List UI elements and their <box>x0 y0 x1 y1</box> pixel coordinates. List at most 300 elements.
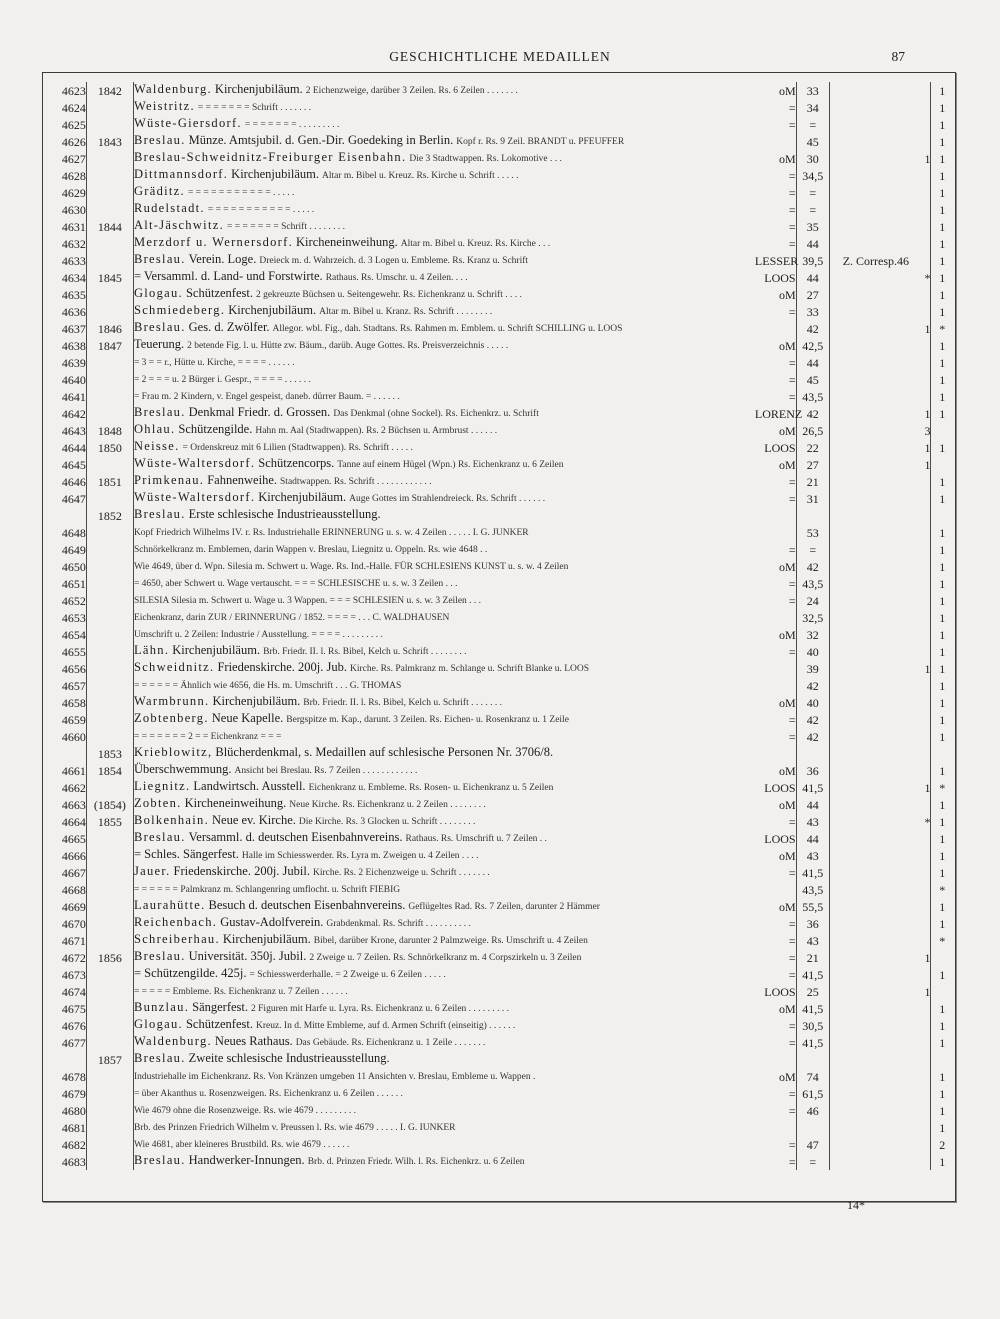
size-cell: 53 <box>796 524 829 541</box>
count-col-2: 1 <box>939 798 946 812</box>
count-col-2: 1 <box>939 1087 946 1101</box>
year-cell <box>86 847 133 864</box>
count-col-1 <box>909 133 931 150</box>
note-cell <box>829 439 909 456</box>
year-cell: 1855 <box>86 813 133 830</box>
count-col-1 <box>909 252 931 269</box>
ledger-row <box>43 1085 953 1102</box>
count-col-1 <box>909 762 931 779</box>
catalog-number: 4634 <box>43 269 86 286</box>
medal-detail: Eichenkranz, darin ZUR / ERINNERUNG / 1852. = = = = . . . C. WALDHAUSEN <box>133 613 450 623</box>
count-col-1 <box>909 82 931 99</box>
count-col-2: 1 <box>939 407 946 421</box>
count-col-1: * <box>909 269 931 286</box>
description-cell <box>133 983 754 1000</box>
maker-cell: LOOS <box>764 832 796 846</box>
maker-cell: = <box>788 390 796 404</box>
medal-title: Denkmal Friedr. d. Grossen. <box>188 405 331 419</box>
maker-cell: = <box>788 968 796 982</box>
maker-cell <box>755 660 796 677</box>
medal-detail: Altar m. Bibel u. Kreuz. Rs. Kirche u. Schrift . . . . . <box>322 171 519 181</box>
medal-detail: = = = = = = = Schrift . . . . . . . <box>197 103 312 113</box>
size-cell: 42 <box>796 558 829 575</box>
ledger-row <box>43 694 953 711</box>
year-cell <box>86 354 133 371</box>
size-cell: 40 <box>796 643 829 660</box>
note-cell <box>829 711 909 728</box>
medal-detail: Die Kirche. Rs. 3 Glocken u. Schrift . . . . . . . . <box>298 817 476 827</box>
year-cell <box>86 609 133 626</box>
maker-cell: = <box>788 203 796 217</box>
count-col-1 <box>909 626 931 643</box>
year-cell: 1847 <box>86 337 133 354</box>
year-cell <box>86 677 133 694</box>
ledger-row <box>43 915 953 932</box>
medal-detail: Altar m. Bibel u. Kranz. Rs. Schrift . . . . . . . . <box>319 307 493 317</box>
year-cell <box>86 1136 133 1153</box>
maker-cell: = <box>788 220 796 234</box>
note-cell <box>829 609 909 626</box>
medal-detail: Schnörkelkranz m. Emblemen, darin Wappen v. Breslau, Liegnitz u. Oppeln. Rs. wie 4648 . . <box>133 545 488 555</box>
description-cell <box>133 150 754 167</box>
year-cell <box>86 1153 133 1170</box>
medal-title: Sängerfest. <box>192 1000 249 1014</box>
medal-detail: Auge Gottes im Strahlendreieck. Rs. Schrift . . . . . . <box>349 494 546 504</box>
count-col-1 <box>909 728 931 745</box>
ledger-row <box>43 830 953 847</box>
note-cell <box>829 898 909 915</box>
ledger-row <box>43 439 953 456</box>
medal-detail: Altar m. Bibel u. Kreuz. Rs. Kirche . . . <box>400 239 551 249</box>
count-col-2: 1 <box>939 1121 946 1135</box>
description-cell <box>133 337 754 354</box>
medal-detail: Rathaus. Rs. Umschrift u. 7 Zeilen . . <box>405 834 547 844</box>
medal-title: Münze. Amtsjubil. d. Gen.-Dir. Goedeking in Berlin. <box>188 133 454 147</box>
ledger-row <box>43 1034 953 1051</box>
ledger-row <box>43 82 953 99</box>
size-cell: 34 <box>796 99 829 116</box>
ledger-row <box>43 337 953 354</box>
year-cell: 1848 <box>86 422 133 439</box>
size-cell: 33 <box>796 82 829 99</box>
note-cell <box>829 456 909 473</box>
description-cell <box>133 490 754 507</box>
count-col-1 <box>909 1068 931 1085</box>
description-cell <box>133 371 754 388</box>
count-col-2: 1 <box>939 135 946 149</box>
place-name: Breslau. <box>133 133 186 147</box>
description-cell <box>133 99 754 116</box>
year-cell <box>86 524 133 541</box>
medal-detail: Umschrift u. 2 Zeilen: Industrie / Ausstellung. = = = = . . . . . . . . . <box>133 630 383 640</box>
year-cell <box>86 694 133 711</box>
note-cell <box>829 371 909 388</box>
year-cell <box>86 1102 133 1119</box>
year-cell: 1845 <box>86 269 133 286</box>
catalog-number: 4678 <box>43 1068 86 1085</box>
medal-detail: Wie 4679 ohne die Rosenzweige. Rs. wie 4679 . . . . . . . . . <box>133 1106 356 1116</box>
medal-detail: Eichenkranz u. Embleme. Rs. Rosen- u. Eichenkranz u. 5 Zeilen <box>308 783 554 793</box>
note-cell <box>829 983 909 1000</box>
size-cell: 42 <box>796 405 829 422</box>
ledger-row <box>43 1068 953 1085</box>
medal-title: Verein. Loge. <box>188 252 257 266</box>
note-cell <box>829 1000 909 1017</box>
count-col-2: 2 <box>939 1138 946 1152</box>
medal-detail: = 4650, aber Schwert u. Wage vertauscht. = = = SCHLESISCHE u. s. w. 3 Zeilen . . . <box>133 579 458 589</box>
maker-cell: = <box>788 305 796 319</box>
size-cell: 42 <box>796 711 829 728</box>
note-cell <box>829 116 909 133</box>
description-cell <box>133 626 754 643</box>
maker-cell: oM <box>778 696 796 710</box>
maker-cell <box>755 507 796 524</box>
count-col-2: * <box>939 883 946 897</box>
note-cell <box>829 167 909 184</box>
size-cell: 42,5 <box>796 337 829 354</box>
year-cell <box>86 252 133 269</box>
medal-title: Fahnenweihe. <box>207 473 278 487</box>
count-col-2: 1 <box>939 645 946 659</box>
medal-detail: Brb. Friedr. II. l. Rs. Bibel, Kelch u. Schrift . . . . . . . <box>303 698 502 708</box>
description-cell <box>133 762 754 779</box>
size-cell <box>796 507 829 524</box>
note-cell <box>829 745 909 762</box>
medal-detail: Die 3 Stadtwappen. Rs. Lokomotive . . . <box>409 154 562 164</box>
year-cell <box>86 150 133 167</box>
note-cell <box>829 337 909 354</box>
description-cell <box>133 966 754 983</box>
medal-title: Kirchenjubiläum. <box>222 932 311 946</box>
place-name: Dittmannsdorf. <box>133 167 229 181</box>
note-cell <box>829 388 909 405</box>
count-col-2: 1 <box>939 1070 946 1084</box>
ledger-row <box>43 252 953 269</box>
medal-title: Kirchenjubiläum. <box>231 167 319 181</box>
count-col-1 <box>909 167 931 184</box>
year-cell <box>86 643 133 660</box>
size-cell: 43,5 <box>796 388 829 405</box>
year-cell <box>86 1034 133 1051</box>
place-name: Wüste-Giersdorf. <box>133 116 242 130</box>
size-cell: 41,5 <box>796 966 829 983</box>
ledger-row <box>43 371 953 388</box>
medal-detail: = 2 = = = u. 2 Bürger i. Gespr., = = = = . . . . . . <box>133 375 311 385</box>
maker-cell: oM <box>778 152 796 166</box>
ledger-row <box>43 626 953 643</box>
year-cell <box>86 116 133 133</box>
count-col-2: 1 <box>939 611 946 625</box>
ledger-row <box>43 1017 953 1034</box>
size-cell: 44 <box>796 796 829 813</box>
catalog-number: 4666 <box>43 847 86 864</box>
description-cell <box>133 813 754 830</box>
description-cell <box>133 1136 754 1153</box>
catalog-number: 4660 <box>43 728 86 745</box>
count-col-2: 1 <box>939 1019 946 1033</box>
count-col-2: 1 <box>939 730 946 744</box>
medal-title: Landwirtsch. Ausstell. <box>193 779 306 793</box>
count-col-2: 1 <box>939 968 946 982</box>
description-cell <box>133 1051 754 1068</box>
count-col-1 <box>909 388 931 405</box>
ledger-row <box>43 507 953 524</box>
ledger-row <box>43 864 953 881</box>
medal-title: Kirchenjubiläum. <box>258 490 347 504</box>
description-cell <box>133 1119 754 1136</box>
catalog-number: 4655 <box>43 643 86 660</box>
note-cell <box>829 422 909 439</box>
year-cell <box>86 1068 133 1085</box>
size-cell: 74 <box>796 1068 829 1085</box>
year-cell: 1854 <box>86 762 133 779</box>
year-cell <box>86 235 133 252</box>
count-col-1 <box>909 1034 931 1051</box>
ledger-row <box>43 133 953 150</box>
count-col-2: * <box>939 781 946 795</box>
catalog-number: 4668 <box>43 881 86 898</box>
year-cell <box>86 966 133 983</box>
place-name: Schmiedeberg. <box>133 303 226 317</box>
catalog-number: 4664 <box>43 813 86 830</box>
place-name: Reichenbach. <box>133 915 218 929</box>
count-col-2: 1 <box>939 152 946 166</box>
medal-detail: = Frau m. 2 Kindern, v. Engel gespeist, daneb. dürrer Baum. = . . . . . . <box>133 392 400 402</box>
catalog-number: 4679 <box>43 1085 86 1102</box>
count-col-1: 1 <box>909 660 931 677</box>
year-cell <box>86 1085 133 1102</box>
maker-cell: = <box>788 237 796 251</box>
count-col-1 <box>909 898 931 915</box>
place-name: Breslau. <box>133 405 186 419</box>
note-cell <box>829 490 909 507</box>
maker-cell: oM <box>778 424 796 438</box>
year-cell <box>86 881 133 898</box>
size-cell: 26,5 <box>796 422 829 439</box>
catalog-number: 4677 <box>43 1034 86 1051</box>
medal-detail: = = = = = = = Schrift . . . . . . . . <box>227 222 345 232</box>
catalog-number: 4648 <box>43 524 86 541</box>
count-col-1 <box>909 864 931 881</box>
description-cell <box>133 269 754 286</box>
count-col-1: 1 <box>909 983 931 1000</box>
ledger-row <box>43 422 953 439</box>
description-cell <box>133 1068 754 1085</box>
count-col-2 <box>931 456 953 473</box>
count-col-1 <box>909 745 931 762</box>
ledger-row <box>43 728 953 745</box>
count-col-1 <box>909 218 931 235</box>
ledger-row <box>43 983 953 1000</box>
count-col-2: 1 <box>939 373 946 387</box>
note-cell <box>829 286 909 303</box>
place-name: Ohlau. <box>133 422 176 436</box>
note-cell <box>829 932 909 949</box>
count-col-2: 1 <box>939 305 946 319</box>
maker-cell: = <box>788 934 796 948</box>
note-cell <box>829 830 909 847</box>
medal-title: Neue Kapelle. <box>211 711 284 725</box>
catalog-number: 4653 <box>43 609 86 626</box>
count-col-2: 1 <box>939 577 946 591</box>
catalog-number: 4626 <box>43 133 86 150</box>
place-name: Bunzlau. <box>133 1000 190 1014</box>
year-cell <box>86 932 133 949</box>
count-col-1 <box>909 847 931 864</box>
medal-detail: Ansicht bei Breslau. Rs. 7 Zeilen . . . . . . . . . . . . <box>234 766 418 776</box>
place-name: Breslau. <box>133 320 186 334</box>
ledger-row <box>43 354 953 371</box>
place-name: Breslau. <box>133 949 186 963</box>
year-cell <box>86 898 133 915</box>
ledger-row <box>43 1153 953 1170</box>
description-cell <box>133 915 754 932</box>
size-cell: 41,5 <box>796 1000 829 1017</box>
maker-cell <box>755 1119 796 1136</box>
size-cell: 44 <box>796 235 829 252</box>
catalog-number: 4672 <box>43 949 86 966</box>
year-cell <box>86 1000 133 1017</box>
description-cell <box>133 1153 754 1170</box>
count-col-1 <box>909 558 931 575</box>
maker-cell: LOOS <box>764 271 796 285</box>
description-cell <box>133 456 754 473</box>
maker-cell: = <box>788 713 796 727</box>
count-col-2: 1 <box>939 815 946 829</box>
year-cell: 1846 <box>86 320 133 337</box>
description-cell <box>133 1034 754 1051</box>
medal-detail: = = = = = = = 2 = = Eichenkranz = = = <box>133 732 282 742</box>
place-name: Weistritz. <box>133 99 195 113</box>
catalog-number: 4629 <box>43 184 86 201</box>
maker-cell: oM <box>778 628 796 642</box>
catalog-number: 4647 <box>43 490 86 507</box>
place-name: Breslau. <box>133 252 186 266</box>
medal-detail: SILESIA Silesia m. Schwert u. Wage u. 3 Wappen. = = = SCHLESIEN u. s. w. 3 Zeilen . . . <box>133 596 482 606</box>
ledger-row <box>43 201 953 218</box>
medal-title: Neue ev. Kirche. <box>212 813 296 827</box>
description-cell <box>133 473 754 490</box>
medal-detail: Halle im Schiesswerder. Rs. Lyra m. Zweigen u. 4 Zeilen . . . . <box>241 851 479 861</box>
ledger-row <box>43 269 953 286</box>
ledger-row <box>43 609 953 626</box>
note-cell <box>829 269 909 286</box>
description-cell <box>133 1102 754 1119</box>
catalog-number: 4661 <box>43 762 86 779</box>
description-cell <box>133 303 754 320</box>
count-col-1: * <box>909 813 931 830</box>
size-cell: 30,5 <box>796 1017 829 1034</box>
note-cell <box>829 99 909 116</box>
catalog-number: 4662 <box>43 779 86 796</box>
medal-detail: = = = = = Embleme. Rs. Eichenkranz u. 7 Zeilen . . . . . . <box>133 987 348 997</box>
note-cell <box>829 660 909 677</box>
count-col-2: 1 <box>939 594 946 608</box>
year-cell <box>86 167 133 184</box>
note-cell <box>829 1068 909 1085</box>
ledger-row <box>43 796 953 813</box>
description-cell <box>133 949 754 966</box>
count-col-2: 1 <box>939 390 946 404</box>
ledger-row <box>43 490 953 507</box>
catalog-number: 4669 <box>43 898 86 915</box>
maker-cell: oM <box>778 764 796 778</box>
note-cell <box>829 864 909 881</box>
ledger-row <box>43 218 953 235</box>
count-col-2: * <box>939 322 946 336</box>
count-col-2 <box>931 983 953 1000</box>
medal-detail: = über Akanthus u. Rosenzweigen. Rs. Eichenkranz u. 6 Zeilen . . . . . . <box>133 1089 403 1099</box>
catalog-number: 4663 <box>43 796 86 813</box>
maker-cell: LORENZ <box>754 407 803 421</box>
note-cell <box>829 524 909 541</box>
count-col-2: * <box>939 934 946 948</box>
maker-cell: LOOS <box>764 985 796 999</box>
ledger-row <box>43 1136 953 1153</box>
description-cell <box>133 660 754 677</box>
note-cell <box>829 507 909 524</box>
size-cell: 42 <box>796 677 829 694</box>
size-cell: 44 <box>796 354 829 371</box>
description-cell <box>133 252 754 269</box>
description-cell <box>133 116 754 133</box>
medal-title: Schützengilde. <box>178 422 253 436</box>
year-cell <box>86 864 133 881</box>
maker-cell: = <box>788 577 796 591</box>
catalog-number: 4676 <box>43 1017 86 1034</box>
ledger-row <box>43 813 953 830</box>
note-cell <box>829 1034 909 1051</box>
place-name: Wüste-Waltersdorf. <box>133 490 256 504</box>
place-name: Alt-Jäschwitz. <box>133 218 224 232</box>
maker-cell: = <box>788 1087 796 1101</box>
description-cell <box>133 779 754 796</box>
size-cell: 32,5 <box>796 609 829 626</box>
catalog-number: 4656 <box>43 660 86 677</box>
medal-title: Teuerung. <box>133 337 185 351</box>
ledger-row <box>43 558 953 575</box>
count-col-2: 1 <box>939 441 946 455</box>
note-cell <box>829 626 909 643</box>
description-cell <box>133 677 754 694</box>
ledger-row <box>43 320 953 337</box>
count-col-2: 1 <box>939 339 946 353</box>
size-cell: = <box>796 184 829 201</box>
year-cell <box>86 983 133 1000</box>
ledger-row <box>43 932 953 949</box>
year-cell <box>86 201 133 218</box>
medal-detail: Kirche. Rs. Palmkranz m. Schlange u. Schrift Blanke u. LOOS <box>349 664 590 674</box>
size-cell: 22 <box>796 439 829 456</box>
catalog-number: 4673 <box>43 966 86 983</box>
place-name: Zobten. <box>133 796 182 810</box>
size-cell: 21 <box>796 949 829 966</box>
maker-cell: oM <box>778 84 796 98</box>
medal-detail: Geflügeltes Rad. Rs. 7 Zeilen, darunter 2 Hämmer <box>408 902 600 912</box>
count-col-1 <box>909 677 931 694</box>
description-cell <box>133 711 754 728</box>
count-col-1 <box>909 575 931 592</box>
maker-cell: = <box>788 730 796 744</box>
ledger-row <box>43 762 953 779</box>
description-cell <box>133 201 754 218</box>
catalog-number: 4639 <box>43 354 86 371</box>
note-cell <box>829 150 909 167</box>
description-cell <box>133 82 754 99</box>
medal-detail: Wie 4681, aber kleineres Brustbild. Rs. wie 4679 . . . . . . <box>133 1140 350 1150</box>
description-cell <box>133 1000 754 1017</box>
year-cell: 1852 <box>86 507 133 524</box>
